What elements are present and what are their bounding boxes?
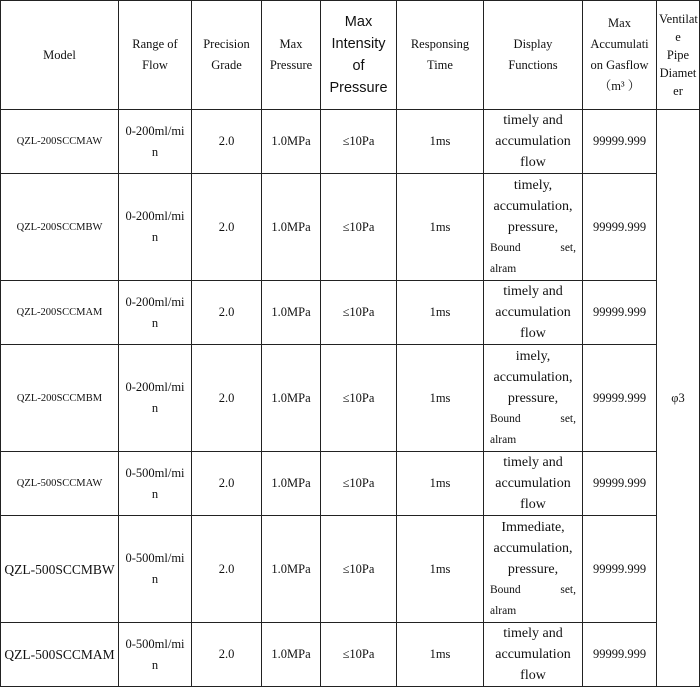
cell-flow: 0-500ml/mi n [119,516,192,623]
header-responsing-time: Responsing Time [397,1,484,110]
cell-display: timely and accumulation flow [484,452,583,516]
cell-accum: 99999.999 [583,345,657,452]
cell-pressure: 1.0MPa [262,345,321,452]
cell-flow: 0-500ml/mi n [119,623,192,687]
cell-model: QZL-200SCCMBM [1,345,119,452]
table-row [1,516,700,623]
cell-time: 1ms [397,452,484,516]
cell-intensity: ≤10Pa [321,623,397,687]
cell-display: timely and accumulation flow [484,623,583,687]
cell-flow: 0-200ml/mi n [119,345,192,452]
cell-model: QZL-200SCCMAW [1,110,119,174]
header-precision-grade: Precision Grade [192,1,262,110]
cell-intensity: ≤10Pa [321,516,397,623]
cell-accum: 99999.999 [583,281,657,345]
cell-flow: 0-200ml/mi n [119,174,192,281]
table-row [1,174,700,281]
cell-pressure: 1.0MPa [262,110,321,174]
cell-pipe-diameter: φ3 [657,110,700,687]
cell-accum: 99999.999 [583,452,657,516]
cell-accum: 99999.999 [583,516,657,623]
cell-pressure: 1.0MPa [262,623,321,687]
header-max-pressure: Max Pressure [262,1,321,110]
table-row [1,110,700,174]
table-row [1,623,700,687]
cell-time: 1ms [397,281,484,345]
cell-model: QZL-500SCCMBW [1,516,119,623]
cell-display: Immediate, accumulation, pressure, Bound set, alram [484,516,583,623]
cell-grade: 2.0 [192,174,262,281]
cell-grade: 2.0 [192,345,262,452]
cell-intensity: ≤10Pa [321,110,397,174]
cell-intensity: ≤10Pa [321,174,397,281]
cell-intensity: ≤10Pa [321,345,397,452]
cell-intensity: ≤10Pa [321,452,397,516]
cell-grade: 2.0 [192,516,262,623]
cell-model: QZL-500SCCMAM [1,623,119,687]
header-range-of-flow: Range of Flow [119,1,192,110]
cell-time: 1ms [397,516,484,623]
cell-time: 1ms [397,345,484,452]
cell-pressure: 1.0MPa [262,174,321,281]
cell-pressure: 1.0MPa [262,516,321,623]
cell-accum: 99999.999 [583,110,657,174]
cell-grade: 2.0 [192,281,262,345]
header-max-intensity: Max Intensity of Pressure [321,1,397,110]
table-row [1,281,700,345]
cell-grade: 2.0 [192,623,262,687]
cell-intensity: ≤10Pa [321,281,397,345]
header-ventilate-pipe-diameter: Ventilat e Pipe Diamet er [657,1,700,110]
header-row [1,1,700,110]
cell-accum: 99999.999 [583,623,657,687]
cell-model: QZL-200SCCMBW [1,174,119,281]
cell-time: 1ms [397,174,484,281]
header-max-accumulation: Max Accumulati on Gasflow （m³ ） [583,1,657,110]
cell-model: QZL-200SCCMAM [1,281,119,345]
cell-display: imely, accumulation, pressure, Bound set, alram [484,345,583,452]
cell-model: QZL-500SCCMAW [1,452,119,516]
cell-flow: 0-200ml/mi n [119,281,192,345]
cell-time: 1ms [397,623,484,687]
cell-accum: 99999.999 [583,174,657,281]
cell-display: timely and accumulation flow [484,110,583,174]
cell-pressure: 1.0MPa [262,281,321,345]
table-row [1,452,700,516]
table-row [1,345,700,452]
header-display-functions: Display Functions [484,1,583,110]
cell-time: 1ms [397,110,484,174]
cell-display: timely, accumulation, pressure, Bound set, alram [484,174,583,281]
cell-pressure: 1.0MPa [262,452,321,516]
cell-grade: 2.0 [192,452,262,516]
header-model: Model [1,1,119,110]
cell-flow: 0-500ml/mi n [119,452,192,516]
cell-grade: 2.0 [192,110,262,174]
cell-flow: 0-200ml/mi n [119,110,192,174]
cell-display: timely and accumulation flow [484,281,583,345]
